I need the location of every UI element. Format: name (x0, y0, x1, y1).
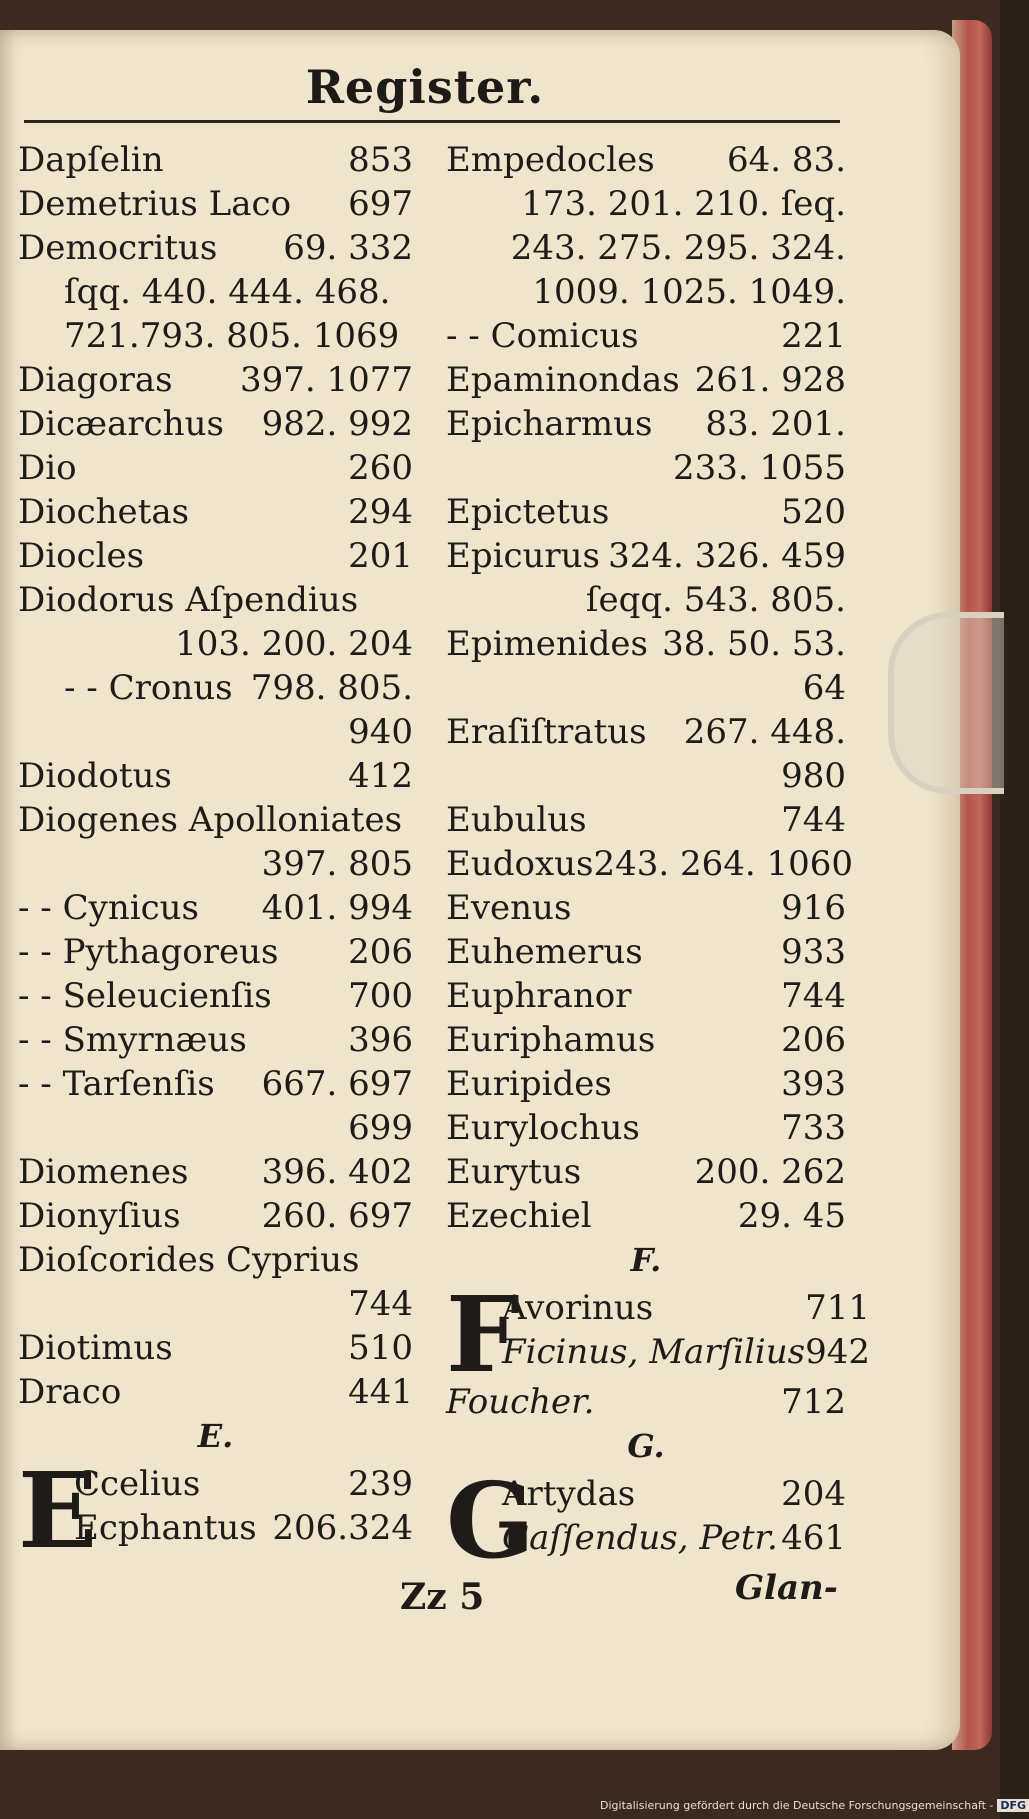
index-entry (446, 1106, 846, 1150)
entry-name: Dio (18, 448, 77, 488)
index-entry (18, 1062, 413, 1106)
entry-pages: 396. 402 (261, 1152, 413, 1192)
index-entry (446, 1150, 846, 1194)
index-entry (446, 1194, 846, 1238)
entry-pages: 744 (781, 976, 846, 1016)
index-entry (446, 1380, 846, 1424)
index-entry (502, 1516, 846, 1560)
index-entry (502, 1330, 870, 1374)
index-entry (18, 226, 413, 270)
index-entry (18, 1238, 413, 1282)
index-entry (18, 490, 413, 534)
catchword: Glan- (735, 1568, 838, 1608)
entry-name: Dionyſius (18, 1196, 181, 1236)
entry-pages: 520 (781, 492, 846, 532)
entry-pages: 982. 992 (261, 404, 413, 444)
index-entry (18, 182, 413, 226)
index-entry (446, 138, 846, 182)
index-entry (18, 138, 413, 182)
entry-name: - - Cynicus (18, 888, 199, 928)
index-entry (446, 886, 846, 930)
entry-name: Demetrius Laco (18, 184, 292, 224)
entry-continuation: 397. 805 (261, 844, 413, 884)
entry-continuation: 980 (781, 756, 846, 796)
entry-pages: 261. 928 (694, 360, 846, 400)
entry-pages: 441 (348, 1372, 413, 1412)
entry-pages: 853 (348, 140, 413, 180)
index-entry (18, 446, 413, 490)
entry-pages: 239 (348, 1464, 413, 1504)
entry-name: Foucher. (446, 1382, 595, 1422)
left-entries (18, 138, 413, 1414)
entry-pages: 712 (781, 1382, 846, 1422)
index-entry (18, 534, 413, 578)
entry-continuation: 64 (802, 668, 846, 708)
index-entry (18, 930, 413, 974)
entry-name: - - Smyrnæus (18, 1020, 247, 1060)
entry-name: Draco (18, 1372, 122, 1412)
entry-name: Diagoras (18, 360, 173, 400)
entry-pages: 69. 332 (283, 228, 413, 268)
entry-pages: 83. 201. (705, 404, 846, 444)
entry-name: Ezechiel (446, 1196, 592, 1236)
entry-pages: 942 (805, 1332, 871, 1372)
index-entry (446, 842, 854, 886)
drop-cap-lines-e (74, 1462, 413, 1550)
entry-pages: 204 (781, 1474, 846, 1514)
drop-cap-block-f (446, 1273, 871, 1396)
entry-name: Diochetas (18, 492, 190, 532)
entry-name: Ecphantus (74, 1508, 257, 1548)
index-entry (446, 622, 846, 666)
dfg-logo: DFG (997, 1799, 1029, 1812)
drop-cap-lines-g (502, 1472, 846, 1560)
drop-cap-block-e (18, 1449, 413, 1572)
entry-pages: 916 (781, 888, 846, 928)
index-entry (18, 1018, 413, 1062)
entry-pages: 267. 448. (683, 712, 846, 752)
entry-continuation: 173. 201. 210. ſeq. (521, 184, 846, 224)
index-entry (74, 1506, 413, 1550)
credit-text: Digitalisierung gefördert durch die Deutsche Forschungsgemeinschaft - (600, 1799, 994, 1812)
drop-cap-g: G (446, 1459, 535, 1582)
entry-pages: 733 (781, 1108, 846, 1148)
entry-pages: 294 (348, 492, 413, 532)
entry-pages: 461 (781, 1518, 846, 1558)
index-entry (446, 358, 846, 402)
entry-pages: 393 (781, 1064, 846, 1104)
entry-name: Avorinus (502, 1288, 654, 1328)
header-rule (24, 120, 840, 123)
entry-name: Artydas (502, 1474, 636, 1514)
entry-pages: 200. 262 (694, 1152, 846, 1192)
index-entry (446, 1018, 846, 1062)
entry-name: Dioſcorides Cyprius (18, 1240, 360, 1280)
entry-pages: 29. 45 (737, 1196, 846, 1236)
entry-pages: 700 (348, 976, 413, 1016)
entry-name: Diodotus (18, 756, 172, 796)
entry-name: Ficinus, Marſilius (502, 1332, 806, 1372)
entries-after-f (446, 1380, 846, 1424)
entry-name: Epimenides (446, 624, 648, 664)
index-entry (502, 1472, 846, 1516)
index-entry (446, 930, 846, 974)
entry-name: Diocles (18, 536, 145, 576)
entry-name: Euphranor (446, 976, 632, 1016)
section-letter-e: E. (197, 1417, 234, 1455)
index-entry (446, 490, 846, 534)
index-entry (18, 1326, 413, 1370)
entry-name: Euripides (446, 1064, 612, 1104)
drop-cap-block-g (446, 1459, 846, 1582)
index-entry (18, 1370, 413, 1414)
entry-pages: 798. 805. (250, 668, 413, 708)
left-column (18, 138, 413, 1572)
entry-name: Dicæarchus (18, 404, 224, 444)
entry-continuation: 233. 1055 (672, 448, 846, 488)
entry-name: - - Cronus (64, 668, 233, 708)
drop-cap-lines-f (502, 1286, 870, 1374)
entry-continuation: ſeqq. 543. 805. (585, 580, 846, 620)
entry-pages: 221 (781, 316, 846, 356)
entry-continuation: 744 (348, 1284, 413, 1324)
entry-pages: 744 (781, 800, 846, 840)
index-entry (74, 1462, 413, 1506)
index-entry (18, 578, 413, 622)
signature-mark: Zz 5 (400, 1576, 485, 1618)
entry-pages: 412 (348, 756, 413, 796)
entry-pages: 260 (348, 448, 413, 488)
entry-name: Ccelius (74, 1464, 201, 1504)
entry-pages: 396 (348, 1020, 413, 1060)
entry-pages: 206 (348, 932, 413, 972)
entry-name: - - Tarſenſis (18, 1064, 215, 1104)
section-letter-f: F. (630, 1241, 662, 1279)
right-entries (446, 138, 854, 1238)
index-entry (18, 666, 413, 710)
entry-name: Eudoxus (446, 844, 594, 884)
page-header: Register. (305, 60, 545, 114)
book-clasp (888, 612, 1004, 794)
entry-name: Euhemerus (446, 932, 643, 972)
entry-name: Epicharmus (446, 404, 653, 444)
entry-name: Euriphamus (446, 1020, 656, 1060)
entry-name: - - Comicus (446, 316, 639, 356)
entry-pages: 206.324 (272, 1508, 413, 1548)
entry-pages: 260. 697 (261, 1196, 413, 1236)
entry-name: Diogenes Apolloniates (18, 800, 403, 840)
index-entry (18, 974, 413, 1018)
entry-pages: 933 (781, 932, 846, 972)
entry-pages: 201 (348, 536, 413, 576)
index-entry (18, 798, 413, 842)
entry-name: Eraſiſtratus (446, 712, 647, 752)
entry-name: Eurytus (446, 1152, 582, 1192)
entry-pages: 667. 697 (261, 1064, 413, 1104)
index-entry (18, 1150, 413, 1194)
index-entry (18, 754, 413, 798)
entry-name: - - Seleucienſis (18, 976, 272, 1016)
entry-name: Epictetus (446, 492, 610, 532)
entry-name: Empedocles (446, 140, 655, 180)
index-entry (446, 402, 846, 446)
entry-name: - - Pythagoreus (18, 932, 279, 972)
entry-name: Democritus (18, 228, 218, 268)
index-entry (446, 1062, 846, 1106)
entry-pages: 510 (348, 1328, 413, 1368)
index-entry (18, 886, 413, 930)
entry-pages: 64. 83. (727, 140, 846, 180)
entry-name: Eubulus (446, 800, 587, 840)
index-entry (446, 798, 846, 842)
entry-name: Epaminondas (446, 360, 680, 400)
entry-continuation: 699 (348, 1108, 413, 1148)
right-column (446, 138, 871, 1582)
entry-pages: 324. 326. 459 (608, 536, 846, 576)
index-entry (502, 1286, 870, 1330)
entry-pages: 711 (805, 1288, 871, 1328)
entry-name: Diotimus (18, 1328, 173, 1368)
entry-pages: 397. 1077 (239, 360, 413, 400)
entry-continuation: 721.793. 805. 1069 (64, 316, 400, 356)
entry-pages: 243. 264. 1060 (593, 844, 854, 884)
digitization-credit (600, 1799, 1029, 1812)
entry-name: Dapſelin (18, 140, 164, 180)
index-entry (18, 358, 413, 402)
drop-cap-e: E (18, 1449, 98, 1572)
index-entry (18, 402, 413, 446)
entry-continuation: 940 (348, 712, 413, 752)
entry-pages: 206 (781, 1020, 846, 1060)
entry-continuation: 1009. 1025. 1049. (532, 272, 846, 312)
entry-name: Gaſſendus, Petr. (502, 1518, 778, 1558)
section-letter-g: G. (627, 1427, 665, 1465)
entry-name: Diodorus Aſpendius (18, 580, 359, 620)
index-entry (446, 314, 846, 358)
entry-name: Evenus (446, 888, 572, 928)
entry-continuation: 103. 200. 204 (175, 624, 413, 664)
index-entry (18, 1194, 413, 1238)
entry-name: Diomenes (18, 1152, 189, 1192)
entry-pages: 38. 50. 53. (662, 624, 846, 664)
drop-cap-f: F (446, 1273, 520, 1396)
entry-pages: 401. 994 (261, 888, 413, 928)
index-entry (446, 974, 846, 1018)
entry-pages: 697 (348, 184, 413, 224)
entry-name: Epicurus (446, 536, 600, 576)
entry-name: Eurylochus (446, 1108, 640, 1148)
index-entry (446, 710, 846, 754)
entry-continuation: ſqq. 440. 444. 468. (64, 272, 391, 312)
entry-continuation: 243. 275. 295. 324. (510, 228, 846, 268)
index-entry (446, 534, 846, 578)
